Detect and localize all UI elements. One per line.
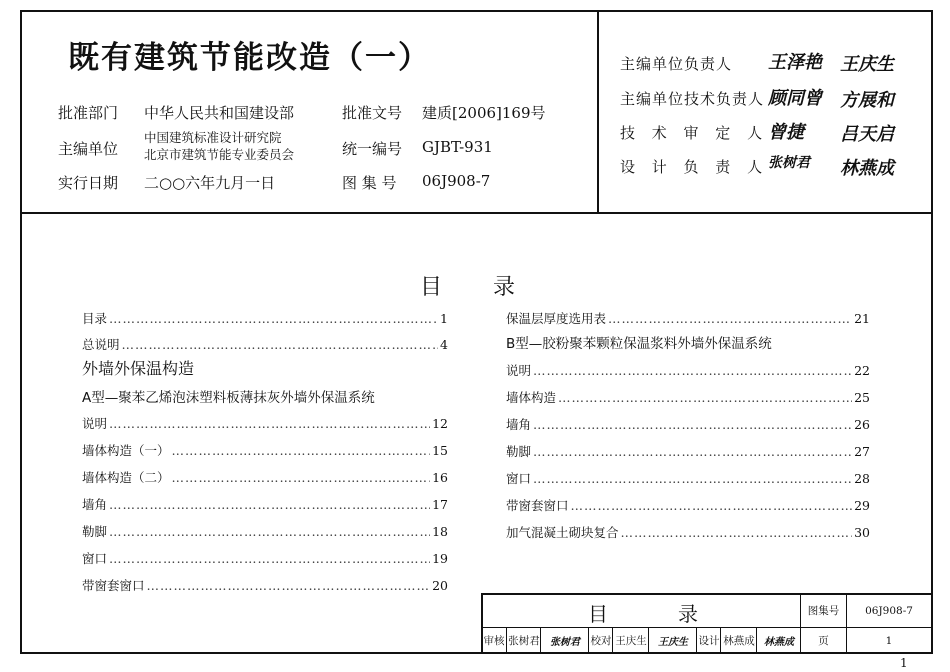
toc-entry-general-notes[interactable] [82, 335, 448, 353]
signature-2b: 方展和 [840, 90, 894, 111]
toc-entry-page: 29 [854, 498, 870, 513]
leader-dots [621, 525, 853, 540]
toc-entry-a-2[interactable] [82, 441, 448, 459]
toc-entry-label: 说明 [506, 363, 532, 378]
toc-entry-a-1[interactable] [82, 414, 448, 432]
toc-entry-label: 说明 [82, 416, 108, 431]
toc-entry-page: 30 [854, 525, 870, 540]
toc-entry-a-7[interactable] [82, 576, 448, 594]
section-heading-type-b: B型—胶粉聚苯颗粒保温浆料外墙外保温系统 [506, 336, 772, 352]
page-value-cell: 1 [885, 634, 893, 647]
leader-dots [122, 337, 439, 352]
toc-entry-label: 窗口 [82, 551, 108, 566]
signature-4a: 张树君 [768, 155, 810, 171]
toc-entry-label: 墙体构造 [506, 390, 557, 405]
toc-entry-label: 总说明 [82, 337, 120, 352]
leader-dots [533, 444, 852, 459]
atlas-no: 06J908-7 [422, 172, 491, 190]
check-signature: 王庆生 [648, 628, 697, 653]
check-label: 校对 [588, 628, 613, 653]
toc-entry-contents[interactable] [82, 309, 448, 327]
leader-dots [147, 578, 431, 593]
toc-entry-label: 墙体构造（一） [82, 443, 170, 458]
leader-dots [571, 498, 853, 513]
title-block-title-right: 录 [678, 602, 698, 626]
unified-no-label: 统一编号 [342, 140, 403, 158]
toc-entry-page: 28 [854, 471, 870, 486]
toc-entry-page: 27 [854, 444, 870, 459]
signature-3b: 吕天启 [840, 124, 894, 145]
toc-entry-page: 26 [854, 417, 870, 432]
editor-unit-label: 主编单位 [58, 140, 119, 158]
toc-entry-a-3[interactable] [82, 468, 448, 486]
design-label: 设计 [696, 628, 721, 653]
page-number: 1 [900, 656, 908, 670]
leader-dots [109, 416, 430, 431]
toc-entry-label: 墙体构造（二） [82, 470, 170, 485]
header-divider [20, 212, 933, 214]
toc-entry-page: 17 [432, 497, 448, 512]
signature-4b: 林燕成 [840, 158, 894, 179]
toc-entry-label: 窗口 [506, 471, 532, 486]
toc-entry-page: 12 [432, 416, 448, 431]
toc-heading-right: 录 [493, 275, 516, 300]
leader-dots [109, 524, 430, 539]
toc-entry-page: 25 [854, 390, 870, 405]
toc-entry-label: 墙角 [82, 497, 108, 512]
leader-dots [109, 551, 430, 566]
impl-date-label: 实行日期 [58, 174, 119, 192]
review-signature: 张树君 [540, 628, 589, 653]
atlas-no-label-cell: 图集号 [807, 605, 840, 617]
toc-entry-a-5[interactable] [82, 522, 448, 540]
approval-dept-label: 批准部门 [58, 104, 119, 122]
toc-entry-page: 22 [854, 363, 870, 378]
leader-dots [172, 470, 431, 485]
atlas-title: 既有建筑节能改造（一） [68, 40, 431, 76]
editor-unit-line1: 中国建筑标准设计研究院 [144, 130, 282, 145]
toc-entry-label: 勒脚 [82, 524, 108, 539]
resp-role-4: 设 计 负 责 人 [620, 158, 769, 176]
design-name: 林燕成 [720, 628, 757, 653]
check-name: 王庆生 [612, 628, 649, 653]
toc-entry-a-6[interactable] [82, 549, 448, 567]
unified-no: GJBT-931 [422, 138, 493, 156]
atlas-no-value-cell: 06J908-7 [865, 604, 913, 617]
toc-entry-label: 勒脚 [506, 444, 532, 459]
leader-dots [533, 417, 852, 432]
signature-2a: 顾同曾 [768, 88, 822, 109]
atlas-no-label: 图 集 号 [342, 174, 397, 192]
toc-entry-b-2[interactable] [506, 388, 870, 406]
toc-entry-label: 带窗套窗口 [82, 578, 145, 593]
signature-1a: 王泽艳 [768, 52, 822, 73]
leader-dots [558, 390, 852, 405]
toc-entry-b-5[interactable] [506, 469, 870, 487]
toc-entry-label: 目录 [82, 311, 108, 326]
toc-entry-page: 1 [440, 311, 448, 326]
leader-dots [608, 311, 852, 326]
signature-3a: 曾捷 [768, 122, 804, 143]
toc-entry-page: 20 [432, 578, 448, 593]
header-vertical-divider [597, 10, 599, 213]
leader-dots [172, 443, 431, 458]
toc-entry-page: 21 [854, 311, 870, 326]
toc-entry-label: 保温层厚度选用表 [506, 311, 607, 326]
review-name: 张树君 [506, 628, 541, 653]
toc-entry-a-4[interactable] [82, 495, 448, 513]
signature-1b: 王庆生 [840, 54, 894, 75]
leader-dots [109, 311, 438, 326]
toc-entry-page: 16 [432, 470, 448, 485]
approval-no: 建质[2006]169号 [422, 104, 546, 122]
toc-entry-label: 加气混凝土砌块复合 [506, 525, 619, 540]
toc-entry-page: 19 [432, 551, 448, 566]
resp-role-2: 主编单位技术负责人 [620, 90, 765, 108]
section-heading-type-a: A型—聚苯乙烯泡沫塑料板薄抹灰外墙外保温系统 [82, 390, 375, 406]
approval-dept: 中华人民共和国建设部 [144, 104, 295, 122]
toc-entry-thickness-table[interactable] [506, 309, 870, 327]
toc-entry-b-4[interactable] [506, 442, 870, 460]
page-label-cell: 页 [818, 635, 829, 647]
toc-entry-page: 15 [432, 443, 448, 458]
impl-date: 二○○六年九月一日 [144, 174, 276, 192]
leader-dots [109, 497, 430, 512]
toc-entry-label: 墙角 [506, 417, 532, 432]
toc-entry-b-1[interactable] [506, 361, 870, 379]
design-signature: 林燕成 [756, 628, 801, 653]
editor-unit-line2: 北京市建筑节能专业委员会 [144, 147, 295, 162]
toc-entry-page: 18 [432, 524, 448, 539]
toc-entry-b-3[interactable] [506, 415, 870, 433]
toc-entry-b-7[interactable] [506, 523, 870, 541]
toc-entry-page: 4 [440, 337, 448, 352]
toc-entry-b-6[interactable] [506, 496, 870, 514]
review-label: 审核 [483, 635, 505, 647]
leader-dots [533, 363, 852, 378]
toc-entry-label: 带窗套窗口 [506, 498, 569, 513]
approval-no-label: 批准文号 [342, 104, 403, 122]
leader-dots [533, 471, 852, 486]
resp-role-3: 技 术 审 定 人 [620, 124, 769, 142]
toc-heading-left: 目 [420, 275, 443, 300]
section-heading-external-insulation: 外墙外保温构造 [82, 359, 195, 378]
title-block-title-left: 目 [588, 602, 608, 626]
resp-role-1: 主编单位负责人 [620, 55, 733, 73]
